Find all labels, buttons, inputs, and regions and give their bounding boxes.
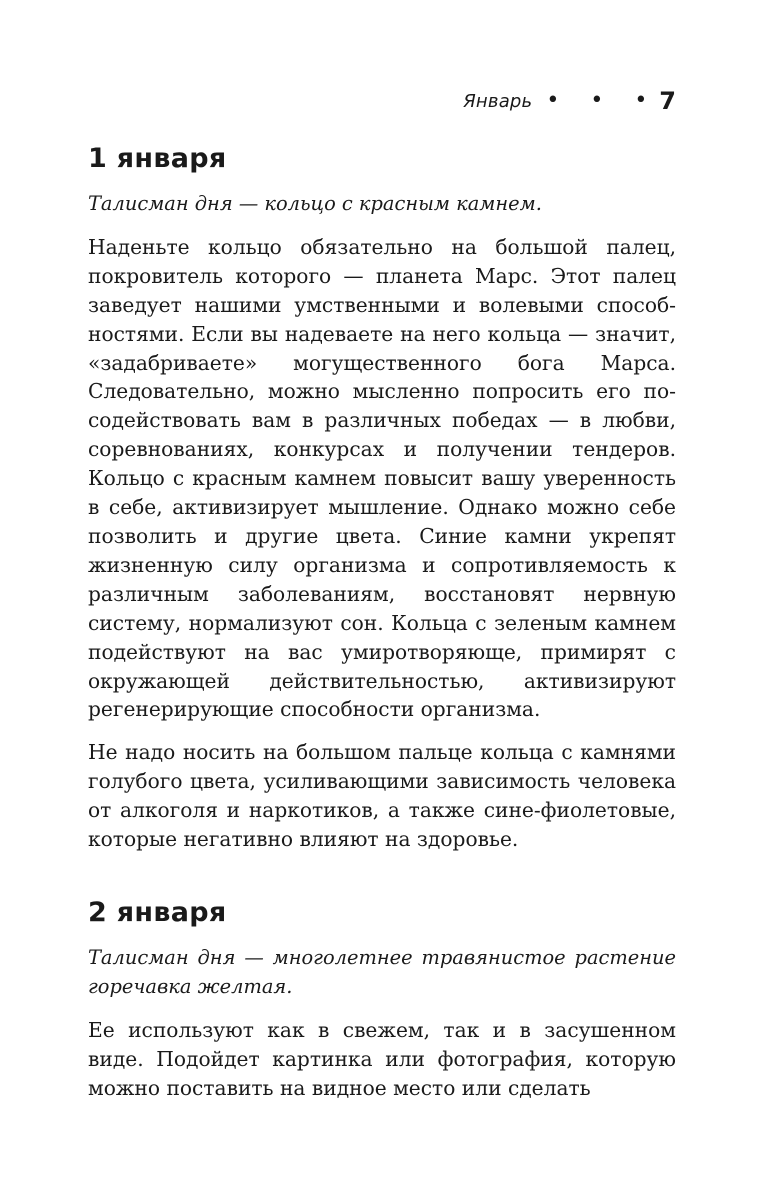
page-number: 7 bbox=[659, 87, 676, 115]
section-heading-jan-1: 1 января bbox=[88, 143, 227, 174]
running-head-dots: • • • bbox=[546, 88, 660, 113]
paragraph-jan-1-1: Наденьте кольцо обязательно на большой палец, покровитель которого — планета Марс. Этот палец заведует нашими умственными и волевыми способностями. Если вы надеваете на него кольца — значит, «задабриваете» могущественного бога Марса. Следовательно, можно мысленно попросить его посодействовать вам в различных победах — в любви, соревнованиях, конкурсах и получении тендеров. Кольцо с красным камнем повысит вашу уверенность в себе, активизирует мышление. Однако можно себе позволить и другие цвета. Синие камни укрепят жизненную силу организма и сопротивляемость к различным заболеваниям, восстановят нервную систему, нормализуют сон. Кольца с зеленым камнем подействуют на вас умиротворяюще, примирят с окружающей действительностью, активизируют регенерирующие способности организма. bbox=[88, 234, 676, 722]
page-content bbox=[88, 142, 676, 1116]
book-page bbox=[88, 0, 676, 1200]
talisman-line-jan-1: Талисман дня — кольцо с красным камнем. bbox=[88, 192, 542, 215]
paragraph-jan-1-2: Не надо носить на большом пальце кольца с камнями голубого цвета, усиливающими зависимость человека от алкоголя и наркотиков, а также сине-фиолетовые, которые негативно влияют на здоровье. bbox=[88, 740, 676, 852]
section-heading-jan-2: 2 января bbox=[88, 896, 227, 928]
running-head bbox=[463, 86, 676, 116]
paragraph-jan-2-1: Ее используют как в свежем, так и в засушенном виде. Подойдет картинка или фотография, которую можно поставить на видное место или сделать bbox=[88, 1017, 676, 1100]
running-head-title: Январь bbox=[463, 90, 533, 112]
talisman-line-jan-2: Талисман дня — многолетнее травянистое растение горечавка желтая. bbox=[88, 945, 676, 998]
